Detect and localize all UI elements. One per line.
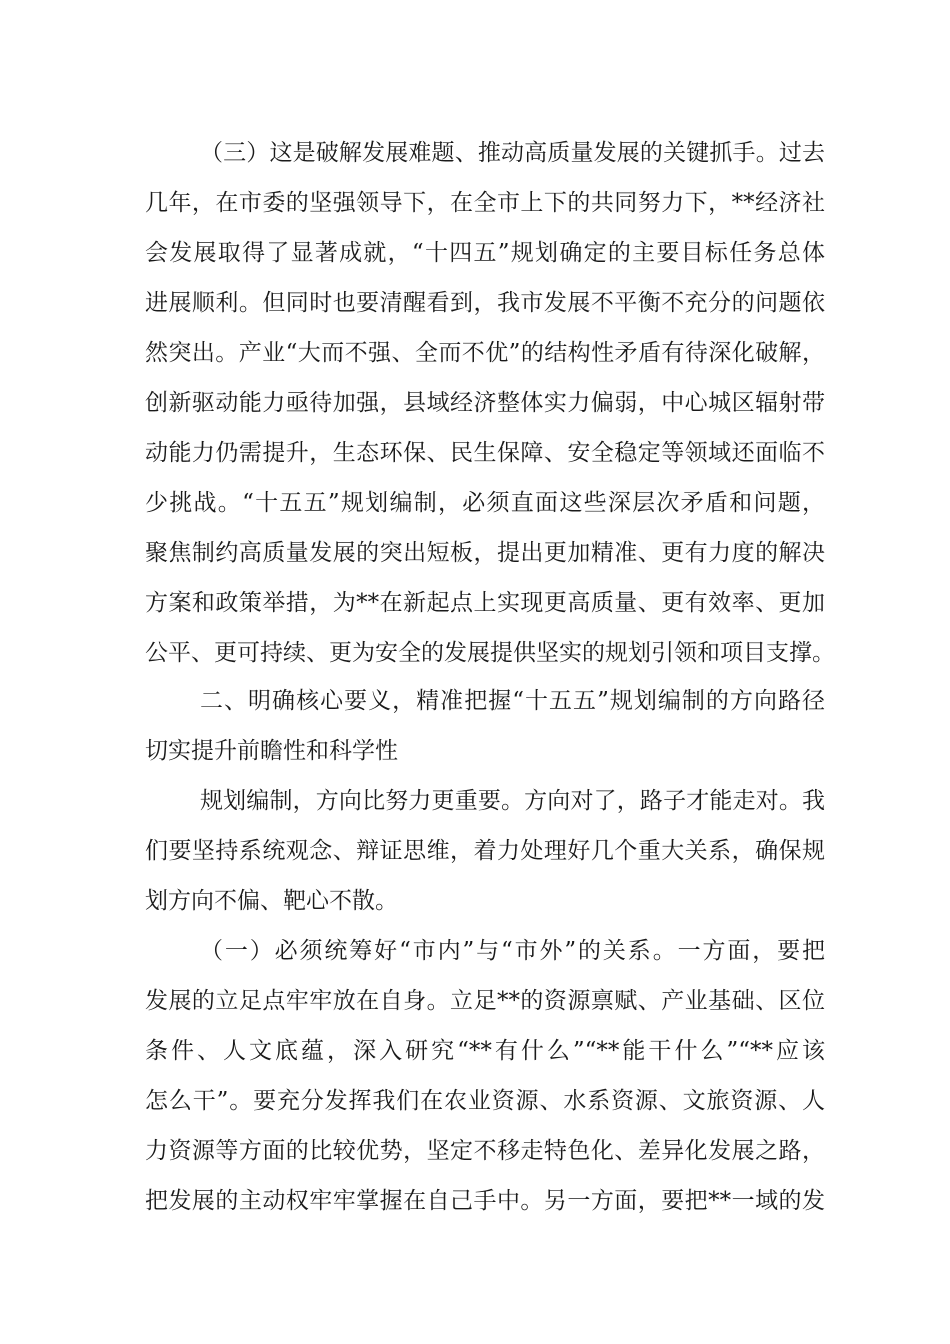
- section-heading-continued: 切实提升前瞻性和科学性: [145, 738, 398, 764]
- text-line: 聚焦制约高质量发展的突出短板，提出更加精准、更有力度的解决: [145, 540, 825, 566]
- text-line: 进展顺利。但同时也要清醒看到，我市发展不平衡不充分的问题依: [145, 290, 825, 316]
- text-line: 力资源等方面的比较优势，坚定不移走特色化、差异化发展之路，: [145, 1138, 825, 1164]
- text-line: 方案和政策举措，为**在新起点上实现更高质量、更有效率、更加: [145, 590, 825, 616]
- text-line: 公平、更可持续、更为安全的发展提供坚实的规划引领和项目支撑。: [145, 640, 835, 666]
- text-line: 创新驱动能力亟待加强，县域经济整体实力偏弱，中心城区辐射带: [145, 390, 825, 416]
- text-line: 把发展的主动权牢牢掌握在自己手中。另一方面，要把**一域的发: [145, 1188, 825, 1214]
- text-line: 然突出。产业“大而不强、全而不优”的结构性矛盾有待深化破解，: [145, 340, 825, 366]
- text-line: 怎么干”。要充分发挥我们在农业资源、水系资源、文旅资源、人: [145, 1088, 825, 1114]
- section-heading: 二、明确核心要义，精准把握“十五五”规划编制的方向路径: [200, 688, 825, 714]
- text-line: 规划编制，方向比努力更重要。方向对了，路子才能走对。我: [200, 788, 825, 814]
- text-line: 会发展取得了显著成就，“十四五”规划确定的主要目标任务总体: [145, 240, 825, 266]
- text-line: 少挑战。“十五五”规划编制，必须直面这些深层次矛盾和问题，: [145, 490, 825, 516]
- text-line: 发展的立足点牢牢放在自身。立足**的资源禀赋、产业基础、区位: [145, 988, 825, 1014]
- text-line: 划方向不偏、靶心不散。: [145, 888, 398, 914]
- text-line: 条件、人文底蕴，深入研究“**有什么”“**能干什么”“**应该: [145, 1038, 825, 1064]
- text-line: 动能力仍需提升，生态环保、民生保障、安全稳定等领域还面临不: [145, 440, 825, 466]
- text-line: 们要坚持系统观念、辩证思维，着力处理好几个重大关系，确保规: [145, 838, 825, 864]
- text-line: （三）这是破解发展难题、推动高质量发展的关键抓手。过去: [200, 140, 825, 166]
- text-line: （一）必须统筹好“市内”与“市外”的关系。一方面，要把: [200, 938, 825, 964]
- text-line: 几年，在市委的坚强领导下，在全市上下的共同努力下，**经济社: [145, 190, 825, 216]
